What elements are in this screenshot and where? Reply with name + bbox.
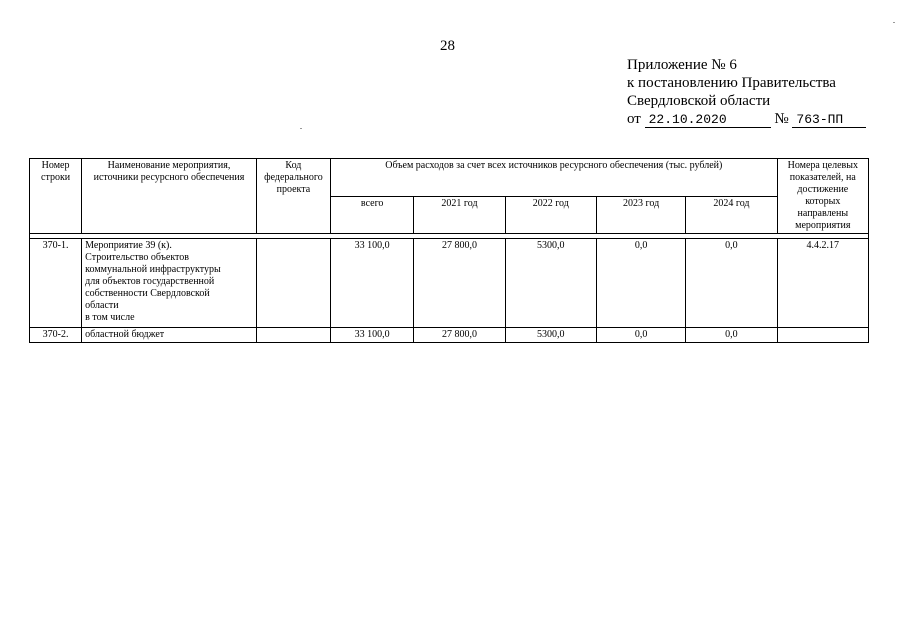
code-cell xyxy=(256,328,330,343)
header-name: Наименование мероприятия, источники ресурсного обеспечения xyxy=(82,159,257,234)
number-prefix: № xyxy=(774,111,789,127)
resource-table xyxy=(29,158,869,343)
appendix-header xyxy=(627,56,866,128)
name-line: для объектов государственной xyxy=(85,276,215,287)
indicators-cell: 4.4.2.17 xyxy=(777,239,868,328)
appendix-title: Приложение № 6 xyxy=(627,57,737,73)
header-row-1 xyxy=(30,159,869,197)
y2023-cell: 0,0 xyxy=(596,328,685,343)
name-line: Строительство объектов xyxy=(85,252,190,263)
appendix-region: Свердловской области xyxy=(627,93,771,109)
appendix-date-line xyxy=(627,110,866,128)
row-no-cell: 370-1. xyxy=(30,239,82,328)
name-line: Мероприятие 39 (к). xyxy=(85,240,172,251)
y2023-cell: 0,0 xyxy=(596,239,685,328)
number-value: 763-ПП xyxy=(792,113,866,128)
total-cell: 33 100,0 xyxy=(331,328,414,343)
header-total: всего xyxy=(331,196,414,234)
appendix-resolution: к постановлению Правительства xyxy=(627,75,836,91)
y2021-cell: 27 800,0 xyxy=(414,328,505,343)
header-2021: 2021 год xyxy=(414,196,505,234)
name-line: в том числе xyxy=(85,312,135,323)
header-volume: Объем расходов за счет всех источников ресурсного обеспечения (тыс. рублей) xyxy=(331,159,778,197)
y2022-cell: 5300,0 xyxy=(505,239,596,328)
header-2022: 2022 год xyxy=(505,196,596,234)
date-value: 22.10.2020 xyxy=(645,113,771,128)
header-code: Код федерального проекта xyxy=(256,159,330,234)
date-prefix: от xyxy=(627,111,641,127)
name-line: собственности Свердловской xyxy=(85,288,210,299)
y2024-cell: 0,0 xyxy=(686,328,777,343)
header-2023: 2023 год xyxy=(596,196,685,234)
indicators-cell xyxy=(777,328,868,343)
name-line: коммунальной инфраструктуры xyxy=(85,264,221,275)
table-row xyxy=(30,328,869,343)
total-cell: 33 100,0 xyxy=(331,239,414,328)
row-no-cell: 370-2. xyxy=(30,328,82,343)
name-cell xyxy=(82,239,257,328)
scan-speck xyxy=(893,22,895,23)
header-row-no: Номер строки xyxy=(30,159,82,234)
table-row xyxy=(30,239,869,328)
header-2024: 2024 год xyxy=(686,196,777,234)
name-line: области xyxy=(85,300,119,311)
y2022-cell: 5300,0 xyxy=(505,328,596,343)
code-cell xyxy=(256,239,330,328)
y2024-cell: 0,0 xyxy=(686,239,777,328)
name-cell: областной бюджет xyxy=(82,328,257,343)
scan-speck xyxy=(300,128,302,129)
header-indicators: Номера целевых показателей, на достижение которых направлены мероприятия xyxy=(777,159,868,234)
y2021-cell: 27 800,0 xyxy=(414,239,505,328)
page-number: 28 xyxy=(440,38,455,54)
